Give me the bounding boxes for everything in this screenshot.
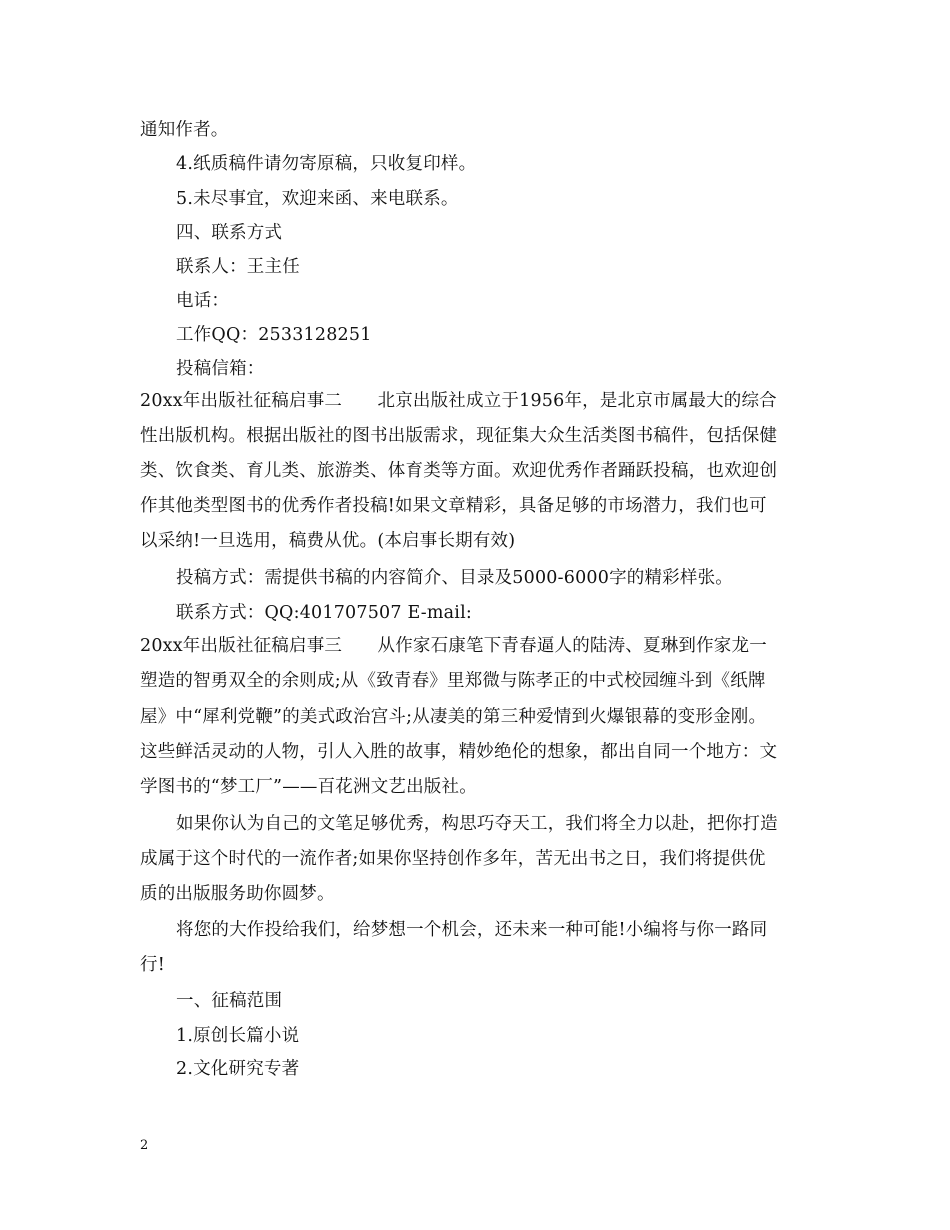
text-line: 学图书的“梦工厂”——百花洲文艺出版社。 [140, 777, 477, 797]
text-line: 联系人：王主任 [176, 257, 300, 277]
list-item: 2.文化研究专著 [176, 1059, 300, 1079]
text-line: 行! [140, 955, 165, 975]
text-line: 投稿方式：需提供书稿的内容简介、目录及5000-6000字的精彩样张。 [176, 568, 733, 588]
section-heading: 四、联系方式 [176, 223, 283, 243]
text-line: 5.未尽事宜，欢迎来函、来电联系。 [176, 189, 459, 209]
text-line: 作其他类型图书的优秀作者投稿!如果文章精彩，具备足够的市场潜力，我们也可 [140, 496, 767, 516]
text-line: 塑造的智勇双全的余则成;从《致青春》里郑微与陈孝正的中式校园缠斗到《纸牌 [140, 671, 766, 691]
text-line: 将您的大作投给我们，给梦想一个机会，还未来一种可能!小编将与你一路同 [176, 920, 768, 940]
text-line: 20xx年出版社征稿启事二 北京出版社成立于1956年，是北京市属最大的综合 [140, 391, 777, 411]
text-line: 联系方式：QQ:401707507 E-mail: [176, 603, 472, 623]
text-line: 4.纸质稿件请勿寄原稿，只收复印样。 [176, 154, 477, 174]
section-heading: 一、征稿范围 [176, 991, 283, 1011]
text-line: 工作QQ：2533128251 [176, 325, 372, 345]
text-line: 以采纳!一旦选用，稿费从优。(本启事长期有效) [140, 531, 516, 551]
text-line: 成属于这个时代的一流作者;如果你坚持创作多年，苦无出书之日，我们将提供优 [140, 849, 766, 869]
text-line: 质的出版服务助你圆梦。 [140, 884, 335, 904]
text-line: 电话： [176, 291, 230, 311]
text-line: 类、饮食类、育儿类、旅游类、体育类等方面。欢迎优秀作者踊跃投稿，也欢迎创 [140, 461, 778, 481]
list-item: 1.原创长篇小说 [176, 1026, 300, 1046]
text-line: 投稿信箱： [176, 359, 265, 379]
text-line: 这些鲜活灵动的人物，引人入胜的故事，精妙绝伦的想象，都出自同一个地方：文 [140, 742, 778, 762]
text-line: 性出版机构。根据出版社的图书出版需求，现征集大众生活类图书稿件，包括保健 [140, 426, 778, 446]
text-line: 屋》中“犀利党鞭”的美式政治宫斗;从凄美的第三种爱情到火爆银幕的变形金刚。 [140, 707, 767, 727]
page-number: 2 [140, 1138, 149, 1153]
text-line: 如果你认为自己的文笔足够优秀，构思巧夺天工，我们将全力以赴，把你打造 [176, 814, 778, 834]
text-line: 20xx年出版社征稿启事三 从作家石康笔下青春逼人的陆涛、夏琳到作家龙一 [140, 636, 767, 656]
text-line: 通知作者。 [140, 120, 229, 140]
